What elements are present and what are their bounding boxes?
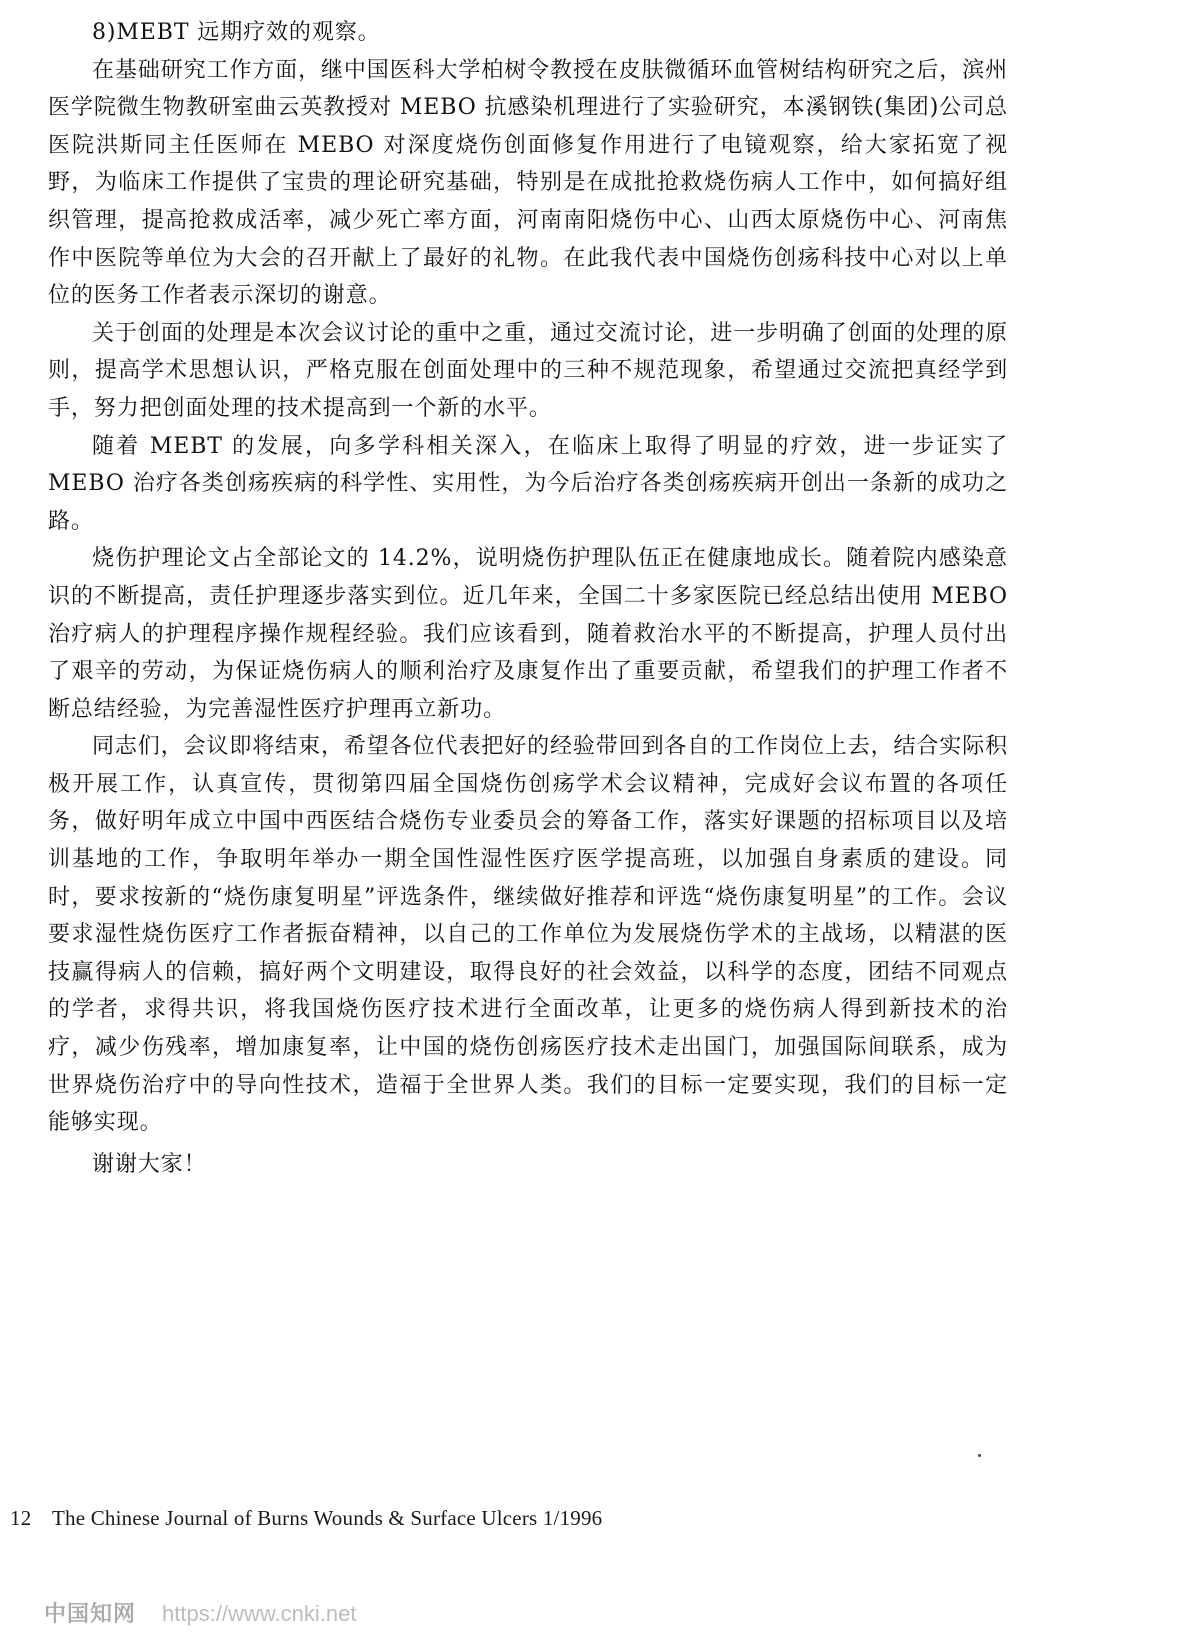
- paragraph-basic-research: 在基础研究工作方面，继中国医科大学柏树令教授在皮肤微循环血管树结构研究之后，滨州医学院微生物教研室曲云英教授对 MEBO 抗感染机理进行了实验研究，本溪钢铁(集团)公司总医院洪斯同主任医师在 MEBO 对深度烧伤创面修复作用进行了电镜观察，给大家拓宽了视野，为临床工作提供了宝贵的理论研究基础，特别是在成批抢救烧伤病人工作中，如何搞好组织管理，提高抢救成活率，减少死亡率方面，河南南阳烧伤中心、山西太原烧伤中心、河南焦作中医院等单位为大会的召开献上了最好的礼物。在此我代表中国烧伤创疡科技中心对以上单位的医务工作者表示深切的谢意。: [48, 57, 1009, 309]
- watermark-brand: 中国知网: [44, 1601, 137, 1626]
- watermark-url[interactable]: https://www.cnki.net: [162, 1601, 357, 1626]
- page-number: 12: [10, 1506, 32, 1530]
- article-body: [48, 14, 1008, 1183]
- cnki-watermark: [44, 1597, 356, 1628]
- list-item-8: 8)MEBT 远期疗效的观察。: [92, 20, 381, 45]
- scan-speck: [978, 1454, 981, 1457]
- paragraph-conclusion: 同志们，会议即将结束，希望各位代表把好的经验带回到各自的工作岗位上去，结合实际积极开展工作，认真宣传，贯彻第四届全国烧伤创疡学术会议精神，完成好会议布置的各项任务，做好明年成立中国中西医结合烧伤专业委员会的筹备工作，落实好课题的招标项目以及培训基地的工作，争取明年举办一期全国性湿性医疗医学提高班，以加强自身素质的建设。同时，要求按新的“烧伤康复明星”评选条件，继续做好推荐和评选“烧伤康复明星”的工作。会议要求湿性烧伤医疗工作者振奋精神，以自己的工作单位为发展烧伤学术的主战场，以精湛的医技赢得病人的信赖，搞好两个文明建设，取得良好的社会效益，以科学的态度，团结不同观点的学者，求得共识，将我国烧伤医疗技术进行全面改革，让更多的烧伤病人得到新技术的治疗，减少伤残率，增加康复率，让中国的烧伤创疡医疗技术走出国门，加强国际间联系，成为世界烧伤治疗中的导向性技术，造福于全世界人类。我们的目标一定要实现，我们的目标一定能够实现。: [48, 734, 1009, 1136]
- paragraph-mebt-development: 随着 MEBT 的发展，向多学科相关深入，在临床上取得了明显的疗效，进一步证实了 MEBO 治疗各类创疡疾病的科学性、实用性，为今后治疗各类创疡疾病开创出一条新的成功之路。: [48, 433, 1008, 534]
- journal-citation: The Chinese Journal of Burns Wounds & Surface Ulcers 1/1996: [52, 1506, 603, 1530]
- paragraph-wound-treatment: 关于创面的处理是本次会议讨论的重中之重，通过交流讨论，进一步明确了创面的处理的原则，提高学术思想认识，严格克服在创面处理中的三种不规范现象，希望通过交流把真经学到手，努力把创面处理的技术提高到一个新的水平。: [48, 320, 1009, 421]
- page-footer: [10, 1506, 910, 1531]
- closing-thanks: 谢谢大家！: [92, 1151, 207, 1177]
- paragraph-burn-nursing: 烧伤护理论文占全部论文的 14.2%，说明烧伤护理队伍正在健康地成长。随着院内感染意识的不断提高，责任护理逐步落实到位。近几年来，全国二十多家医院已经总结出使用 MEBO 治疗病人的护理程序操作规程经验。我们应该看到，随着救治水平的不断提高，护理人员付出了艰辛的劳动，为保证烧伤病人的顺利治疗及康复作出了重要贡献，希望我们的护理工作者不断总结经验，为完善湿性医疗护理再立新功。: [48, 546, 1008, 722]
